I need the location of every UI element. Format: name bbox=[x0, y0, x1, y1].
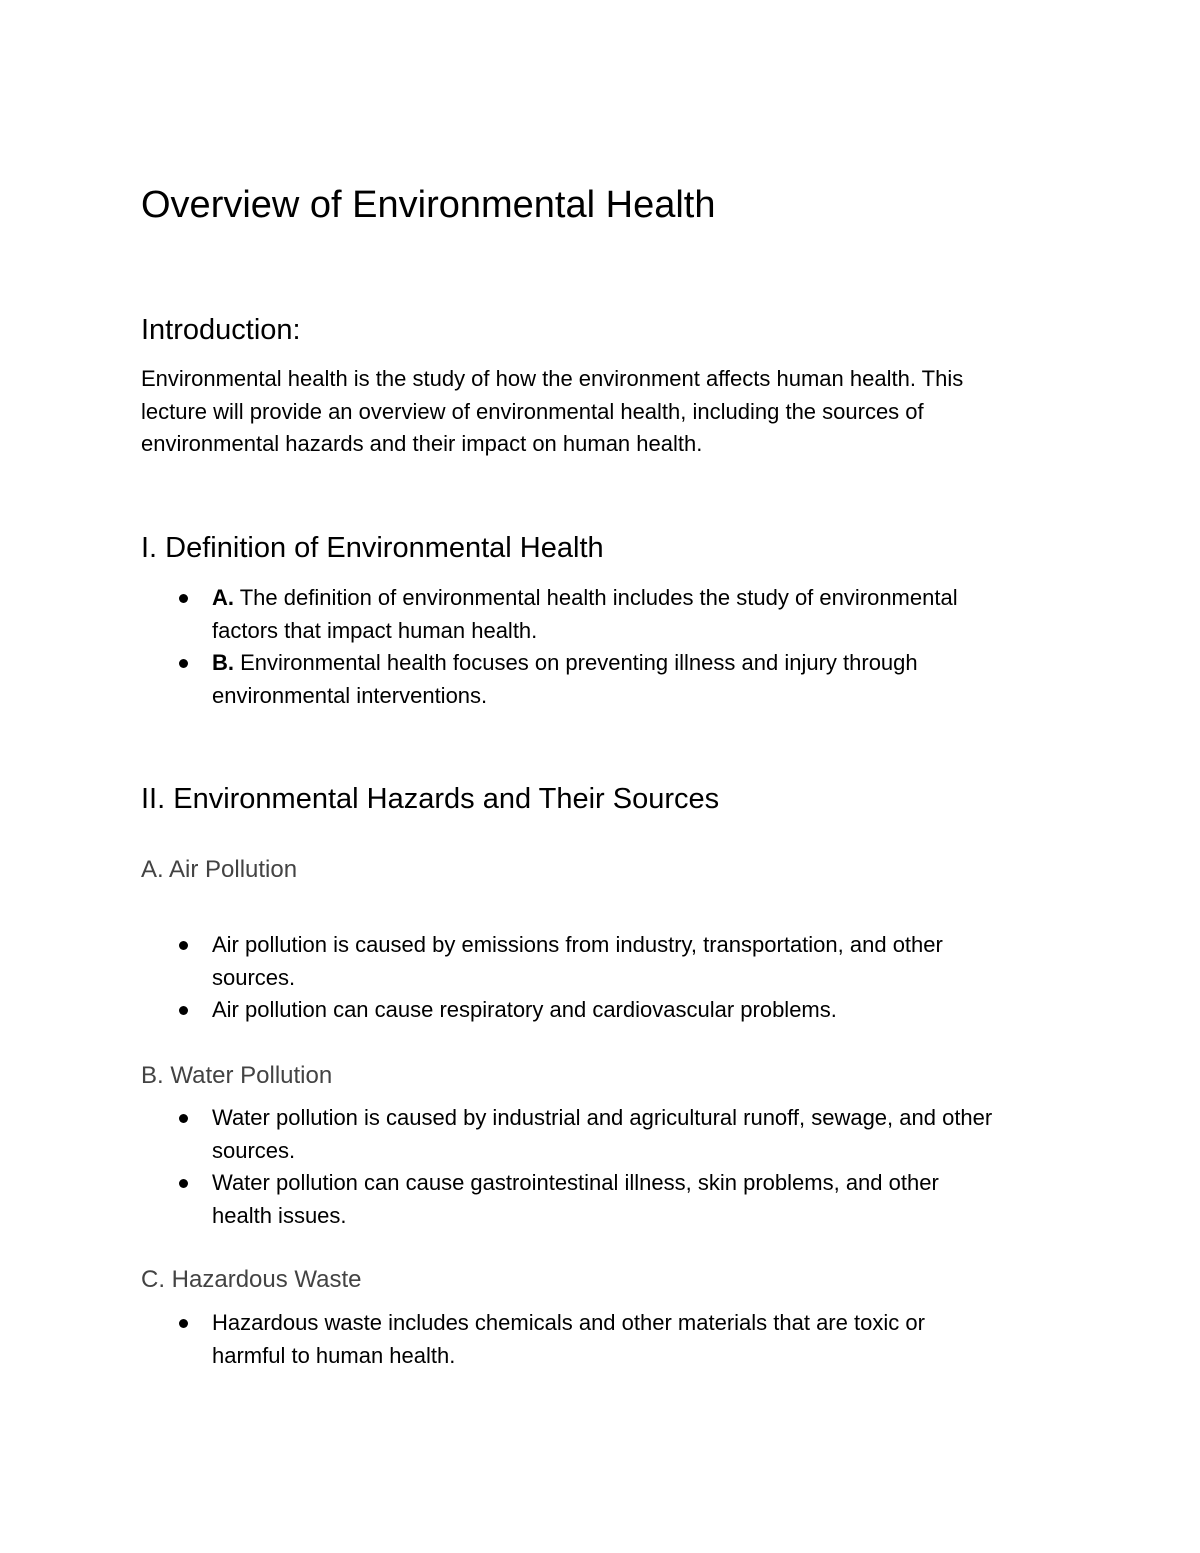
subsection-heading-hazardous-waste: C. Hazardous Waste bbox=[141, 1266, 362, 1293]
list-item-line: Water pollution is caused by industrial and agricultural runoff, sewage, and other bbox=[212, 1105, 993, 1130]
bullet-icon bbox=[179, 1006, 188, 1015]
section-2-heading: II. Environmental Hazards and Their Sources bbox=[141, 783, 720, 815]
introduction-line: Environmental health is the study of how the environment affects human health. This bbox=[141, 366, 964, 391]
bullet-icon bbox=[179, 1114, 188, 1123]
subsection-heading-air-pollution: A. Air Pollution bbox=[141, 856, 298, 883]
document-title: Overview of Environmental Health bbox=[141, 184, 716, 226]
bullet-icon bbox=[179, 1319, 188, 1328]
list-item-label: A. bbox=[212, 585, 234, 610]
list-item-text bbox=[212, 1167, 939, 1232]
introduction-heading: Introduction: bbox=[141, 314, 301, 346]
list-item-line: sources. bbox=[212, 1137, 296, 1163]
section-1-heading: I. Definition of Environmental Health bbox=[141, 532, 604, 564]
list-item-line: health issues. bbox=[212, 1202, 347, 1228]
list-item-text bbox=[212, 1307, 925, 1372]
list-item-line: Environmental health focuses on preventing illness and injury through bbox=[234, 650, 918, 675]
list-item-text bbox=[212, 929, 943, 994]
list-item-line: Water pollution can cause gastrointestinal illness, skin problems, and other bbox=[212, 1170, 939, 1195]
list-item-line: environmental interventions. bbox=[212, 682, 488, 708]
list-item-line: harmful to human health. bbox=[212, 1342, 456, 1368]
subsection-heading-water-pollution: B. Water Pollution bbox=[141, 1062, 333, 1089]
bullet-icon bbox=[179, 659, 188, 668]
bullet-icon bbox=[179, 941, 188, 950]
bullet-icon bbox=[179, 1179, 188, 1188]
introduction-line: lecture will provide an overview of environmental health, including the sources of bbox=[141, 398, 924, 424]
list-item-label: B. bbox=[212, 650, 234, 675]
introduction-line: environmental hazards and their impact on human health. bbox=[141, 431, 703, 456]
list-item-line: The definition of environmental health includes the study of environmental bbox=[234, 585, 958, 610]
introduction-paragraph bbox=[141, 363, 1081, 461]
list-item-text bbox=[212, 647, 918, 712]
list-item-line: Air pollution can cause respiratory and cardiovascular problems. bbox=[212, 997, 837, 1022]
list-item-line: factors that impact human health. bbox=[212, 617, 538, 643]
list-item-text bbox=[212, 1102, 992, 1167]
list-item-line: Air pollution is caused by emissions from industry, transportation, and other bbox=[212, 932, 943, 957]
list-item-text bbox=[212, 582, 958, 647]
bullet-icon bbox=[179, 594, 188, 603]
list-item-line: Hazardous waste includes chemicals and other materials that are toxic or bbox=[212, 1310, 925, 1335]
list-item-line: sources. bbox=[212, 964, 296, 990]
list-item-text bbox=[212, 994, 837, 1027]
